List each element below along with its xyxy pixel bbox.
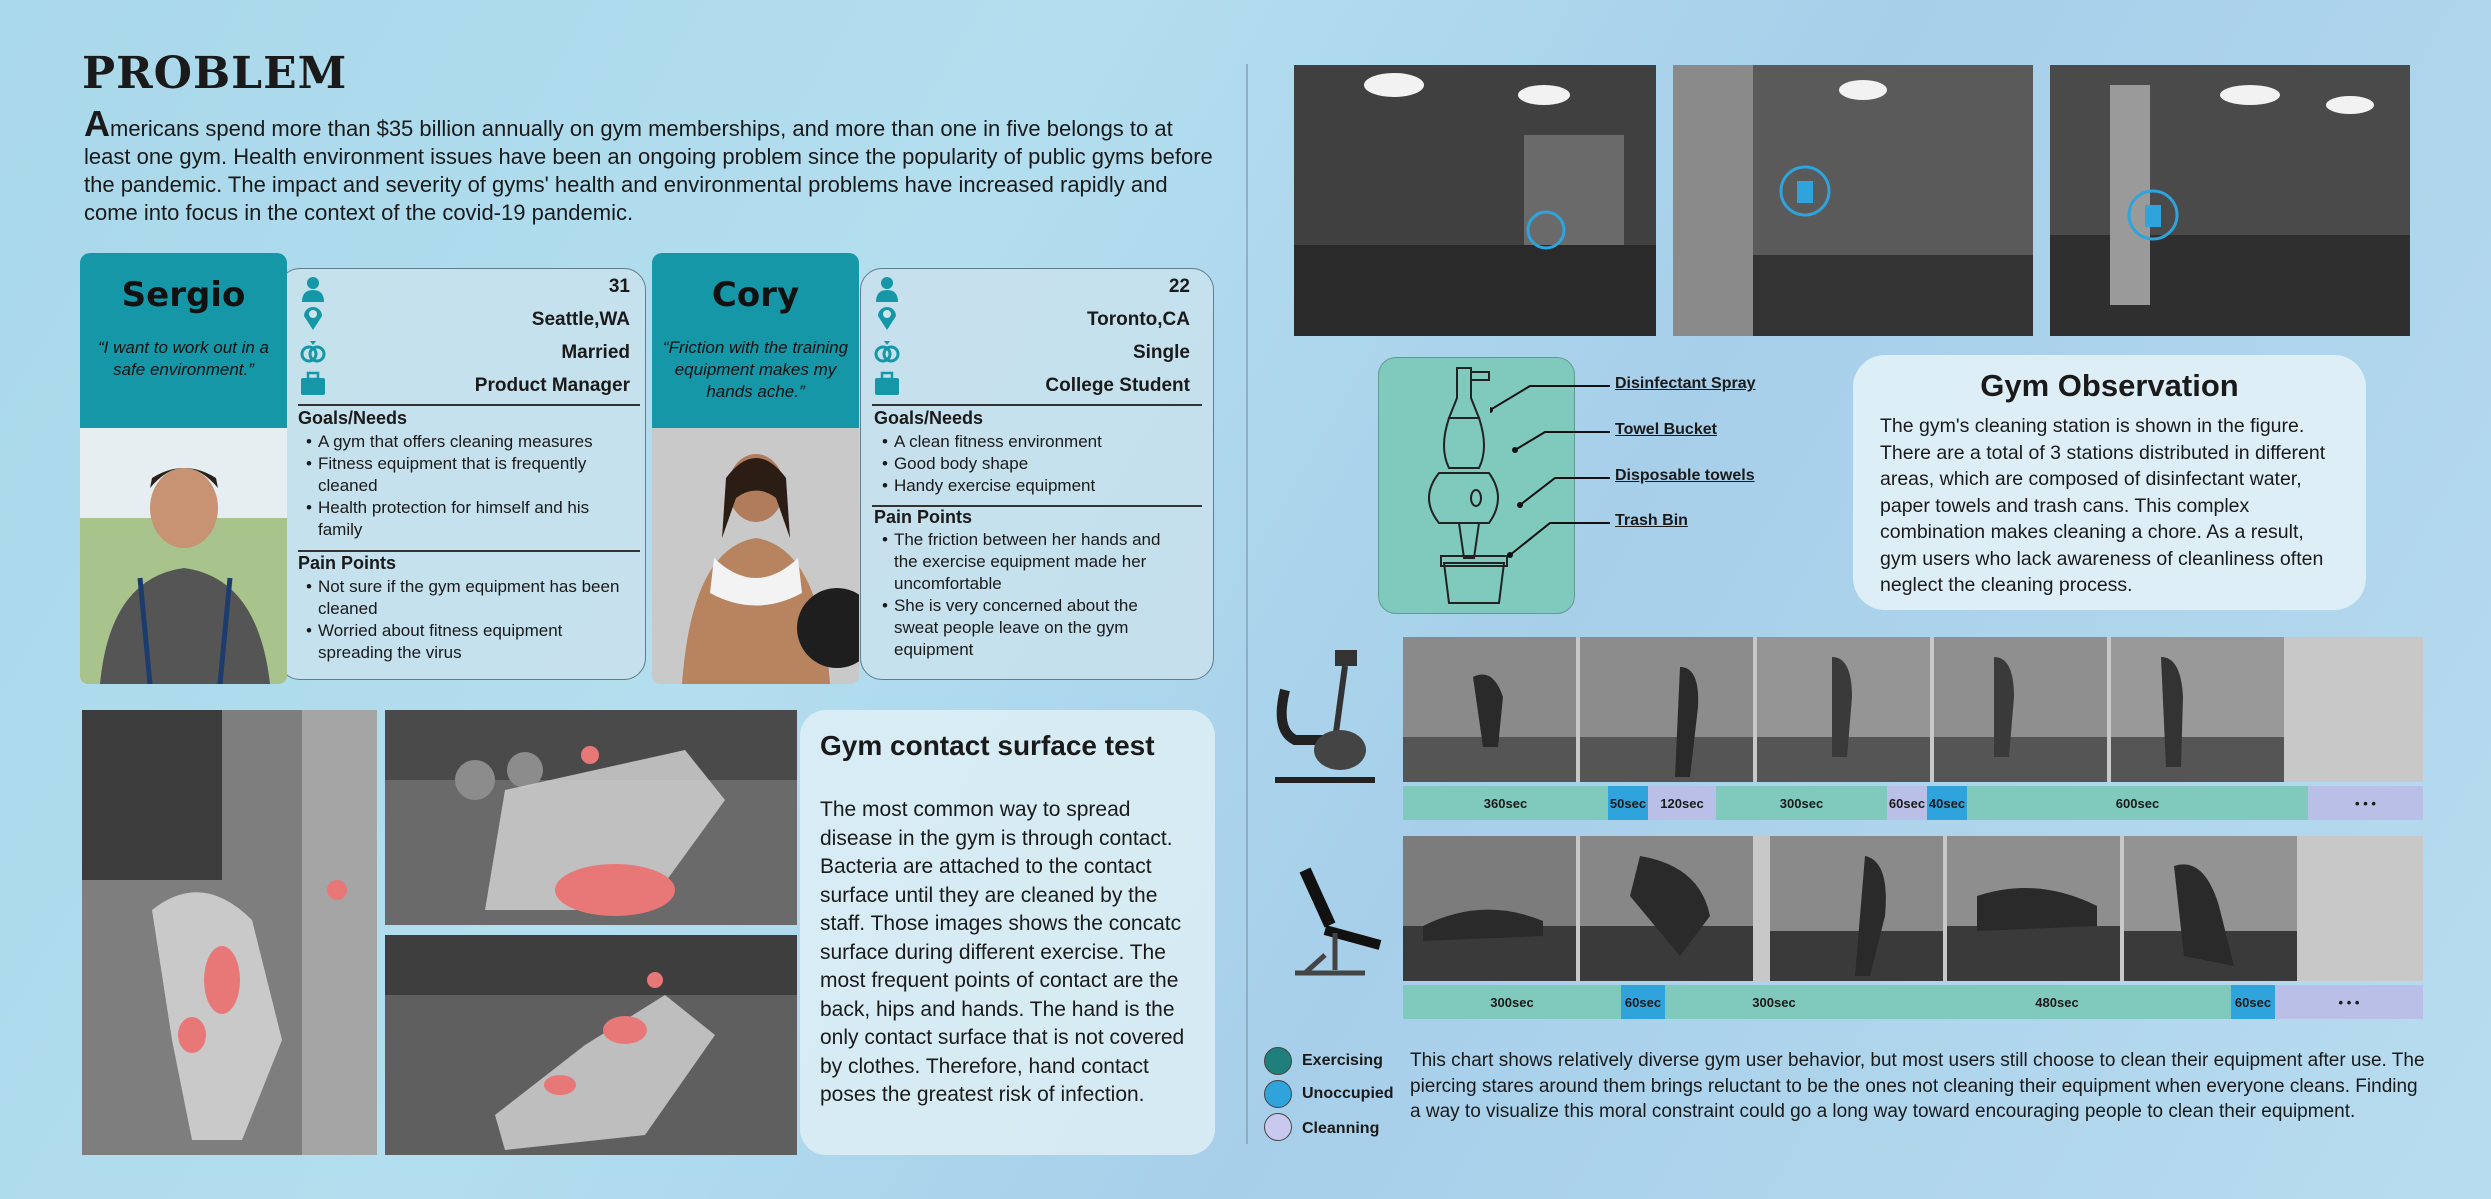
station-leader-lines bbox=[1490, 370, 1620, 560]
goals-list bbox=[876, 431, 1196, 497]
list-item: • The friction between her hands and the exercise equipment made her uncomfortable bbox=[876, 529, 1176, 595]
person-icon bbox=[300, 276, 326, 302]
bench-photo bbox=[1947, 836, 2120, 981]
goals-heading: Goals/Needs bbox=[874, 408, 984, 428]
legend-label: Unoccupied bbox=[1302, 1085, 1394, 1102]
location-icon bbox=[874, 304, 900, 330]
station-label: Towel Bucket bbox=[1615, 421, 1717, 438]
goals-list bbox=[300, 431, 630, 541]
list-item: • Worried about fitness equipment spreading the virus bbox=[300, 620, 620, 664]
pains-heading: Pain Points bbox=[298, 553, 397, 573]
persona-age: 22 bbox=[1168, 276, 1190, 297]
legend-swatch-unoccupied bbox=[1264, 1080, 1292, 1108]
timeline-segment-exercising: 600sec bbox=[1967, 786, 2308, 820]
list-item: • A clean fitness environment bbox=[876, 431, 1196, 453]
bike-photo bbox=[1403, 637, 1576, 782]
list-item: • Health protection for himself and his family bbox=[300, 497, 630, 541]
bench-photo bbox=[1580, 836, 1753, 981]
list-item: • Good body shape bbox=[876, 453, 1196, 475]
timeline-segment-exercising: 300sec bbox=[1665, 985, 1883, 1019]
gym-photo-2 bbox=[1673, 65, 2033, 336]
bench-photo-strip bbox=[1403, 836, 2423, 981]
briefcase-icon bbox=[874, 370, 900, 396]
bench-photo bbox=[1770, 836, 1943, 981]
bike-photo bbox=[1934, 637, 2107, 782]
rings-icon bbox=[874, 338, 900, 364]
persona-status: Single bbox=[1132, 342, 1190, 363]
timeline-segment-cleaning: 120sec bbox=[1648, 786, 1716, 820]
weight-bench-icon bbox=[1265, 855, 1390, 980]
persona-photo-sergio bbox=[80, 428, 287, 684]
persona-status: Married bbox=[561, 342, 630, 363]
column-divider bbox=[1246, 64, 1248, 1144]
persona-age: 31 bbox=[608, 276, 630, 297]
intro-paragraph bbox=[84, 103, 1214, 227]
persona-quote: “I want to work out in a safe environment.” bbox=[97, 338, 270, 379]
gym-photo-3 bbox=[2050, 65, 2410, 336]
contact-text: The most common way to spread disease in the gym is through contact. Bacteria are attached to the contact surface until they are cleaned by the staff. Those images shows the concatc surface during different exercise. The most frequent points of contact are the back, hips and hands. The hand is the only contact surface that is not covered by clothes. Therefore, hand contact poses the greatest risk of infection. bbox=[820, 798, 1185, 1106]
bike-photo-strip bbox=[1403, 637, 2423, 782]
pains-heading: Pain Points bbox=[874, 507, 973, 527]
list-item: • She is very concerned about the sweat people leave on the gym equipment bbox=[876, 595, 1176, 661]
persona-name: Cory bbox=[711, 275, 800, 315]
bike-photo bbox=[2111, 637, 2284, 782]
bike-photo bbox=[1580, 637, 1753, 782]
persona-photo-cory bbox=[652, 428, 859, 684]
timeline-segment-cleaning: • • • bbox=[2275, 985, 2423, 1019]
persona-divider bbox=[298, 550, 640, 552]
persona-name: Sergio bbox=[121, 275, 246, 315]
timeline-note: This chart shows relatively diverse gym user behavior, but most users still choose to clean their equipment after use. The piercing stares around them brings reluctant to be the ones not cleaning their equipment when everyone cleans. Finding a way to visualize this moral constraint could go a long way toward encouraging people to clean their equipment. bbox=[1410, 1050, 2425, 1122]
timeline-segment-unoccupied: 50sec bbox=[1608, 786, 1648, 820]
intro-text: mericans spend more than $35 billion annually on gym memberships, and more than one in five belongs to at least one gym. Health environment issues have been an ongoing problem since the popularity of public gyms before the pandemic. The impact and severity of gyms' health and environmental problems have increased rapidly and come into focus in the context of the covid-19 pandemic. bbox=[84, 116, 1213, 225]
location-icon bbox=[300, 304, 326, 330]
timeline-segment-unoccupied: 60sec bbox=[2231, 985, 2275, 1019]
persona-name-box bbox=[80, 253, 287, 428]
timeline-segment-exercising: 300sec bbox=[1403, 985, 1621, 1019]
bike-timeline bbox=[1403, 786, 2423, 820]
intro-dropcap: A bbox=[84, 103, 110, 144]
persona-quote: “Friction with the training equipment makes my hands ache.” bbox=[662, 338, 849, 401]
pains-list bbox=[876, 529, 1176, 661]
timeline-segment-exercising: 360sec bbox=[1403, 786, 1608, 820]
contact-title: Gym contact surface test bbox=[820, 730, 1155, 761]
contact-photo-press-machine bbox=[82, 710, 377, 1155]
person-icon bbox=[874, 276, 900, 302]
list-item: • Not sure if the gym equipment has been cleaned bbox=[300, 576, 620, 620]
briefcase-icon bbox=[300, 370, 326, 396]
gym-photo-1 bbox=[1294, 65, 1656, 336]
exercise-bike-icon bbox=[1265, 640, 1385, 790]
bench-photo bbox=[2124, 836, 2297, 981]
persona-job: College Student bbox=[1045, 375, 1190, 396]
list-item: • Handy exercise equipment bbox=[876, 475, 1196, 497]
pains-list bbox=[300, 576, 620, 664]
station-label: Disinfectant Spray bbox=[1615, 375, 1756, 392]
timeline-segment-unoccupied: 40sec bbox=[1927, 786, 1967, 820]
legend-label: Exercising bbox=[1302, 1052, 1383, 1069]
timeline-segment-cleaning: • • • bbox=[2308, 786, 2423, 820]
persona-location: Seattle,WA bbox=[531, 309, 630, 330]
bench-timeline bbox=[1403, 985, 2423, 1019]
timeline-segment-cleaning: 60sec bbox=[1887, 786, 1927, 820]
persona-name-box bbox=[652, 253, 859, 428]
contact-photo-dumbbell-press bbox=[385, 935, 797, 1155]
observation-title: Gym Observation bbox=[1980, 368, 2239, 403]
legend-swatch-exercising bbox=[1264, 1047, 1292, 1075]
list-item: • Fitness equipment that is frequently cleaned bbox=[300, 453, 630, 497]
timeline-segment-unoccupied: 60sec bbox=[1621, 985, 1665, 1019]
page-title: PROBLEM bbox=[82, 48, 348, 99]
contact-photo-bench-press bbox=[385, 710, 797, 925]
bike-photo bbox=[1757, 637, 1930, 782]
rings-icon bbox=[300, 338, 326, 364]
persona-location: Toronto,CA bbox=[1086, 309, 1190, 330]
persona-divider bbox=[872, 404, 1202, 406]
legend-swatch-cleaning bbox=[1264, 1113, 1292, 1141]
timeline-segment-exercising: 480sec bbox=[1883, 985, 2231, 1019]
station-label: Trash Bin bbox=[1615, 512, 1688, 529]
persona-job: Product Manager bbox=[474, 375, 630, 396]
goals-heading: Goals/Needs bbox=[298, 408, 408, 428]
timeline-segment-exercising: 300sec bbox=[1716, 786, 1887, 820]
observation-text: The gym's cleaning station is shown in the figure. There are a total of 3 stations distributed in different areas, which are composed of disinfectant water, paper towels and trash cans. This complex combination makes cleaning a chore. As a result, gym users who lack awareness of cleanliness often neglect the cleaning process. bbox=[1880, 415, 2326, 596]
station-label: Disposable towels bbox=[1615, 467, 1755, 484]
persona-divider bbox=[298, 404, 640, 406]
bench-photo bbox=[1403, 836, 1576, 981]
list-item: • A gym that offers cleaning measures bbox=[300, 431, 630, 453]
legend-label: Cleanning bbox=[1302, 1120, 1380, 1137]
